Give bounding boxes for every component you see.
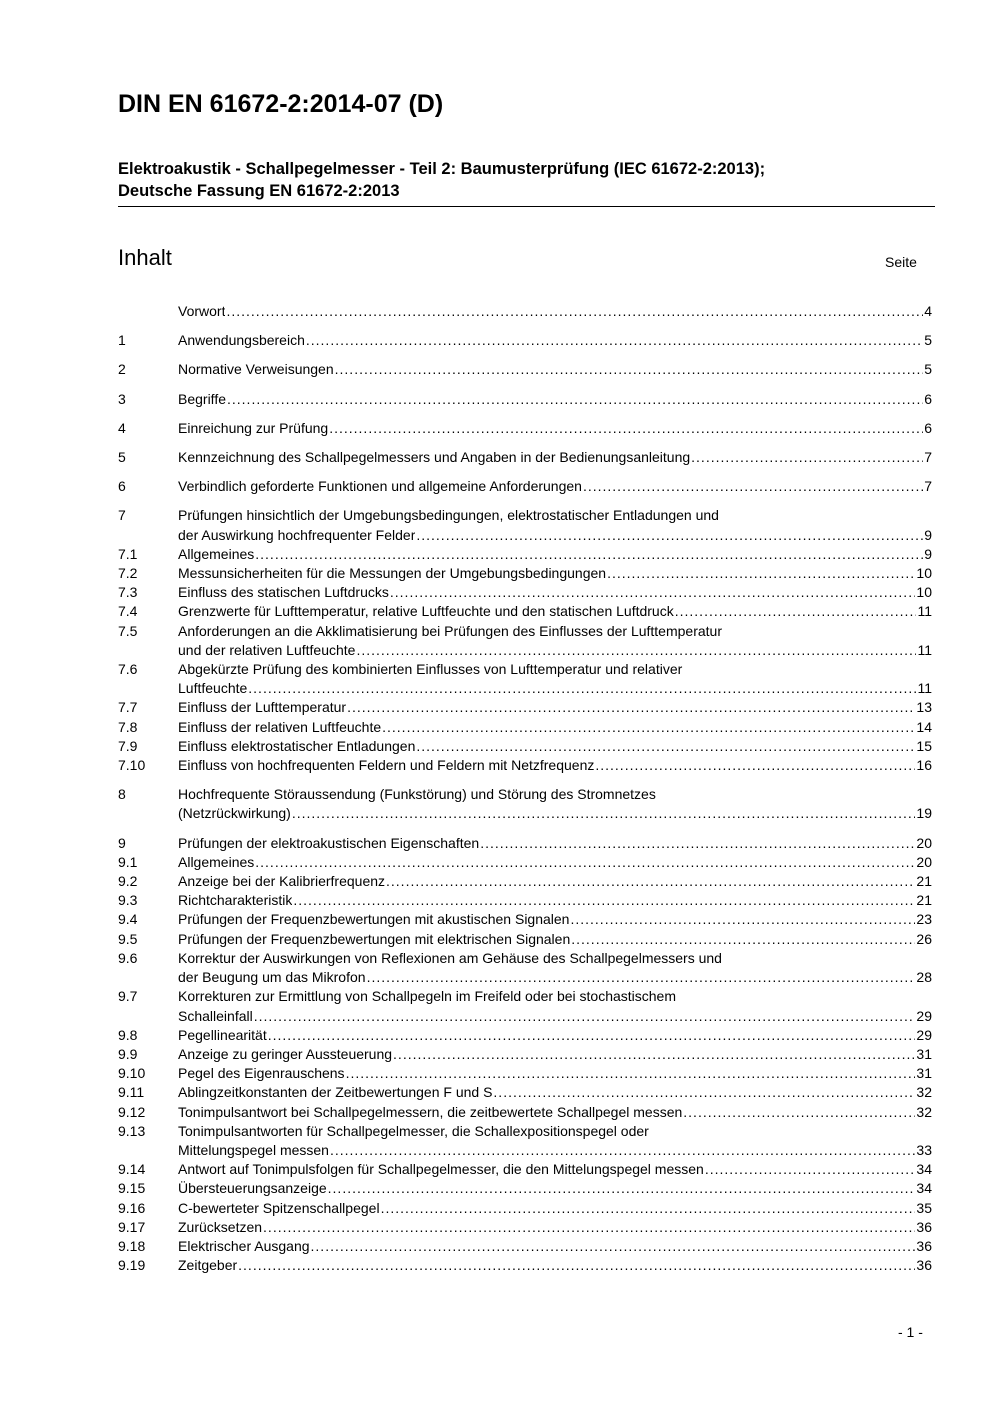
toc-entry[interactable] <box>118 302 932 321</box>
toc-dot-leader <box>248 679 916 698</box>
toc-entry-title: Elektrischer Ausgang <box>178 1237 310 1254</box>
toc-entry-title: Luftfeuchte <box>178 680 248 697</box>
toc-entry-line <box>178 390 932 409</box>
toc-entry-number: 1 <box>118 332 126 349</box>
toc-entry[interactable] <box>118 756 932 775</box>
toc-entry[interactable] <box>118 564 932 583</box>
toc-entry-number: 9.9 <box>118 1045 138 1062</box>
toc-entry-number: 9.2 <box>118 873 138 890</box>
toc-entry-page: 23 <box>916 911 932 928</box>
toc-entry[interactable] <box>118 1083 932 1102</box>
toc-entry-body <box>178 477 932 496</box>
toc-dot-leader <box>227 390 923 409</box>
toc-dot-leader <box>263 1218 915 1237</box>
toc-entry-body <box>178 360 932 379</box>
toc-entry-number: 7.4 <box>118 603 138 620</box>
toc-entry-title: Übersteuerungsanzeige <box>178 1180 327 1197</box>
toc-entry-line <box>178 1256 932 1275</box>
toc-dot-leader <box>238 1256 915 1275</box>
toc-dot-leader <box>306 331 923 350</box>
toc-dot-leader <box>595 756 915 775</box>
toc-entry[interactable] <box>118 1218 932 1237</box>
toc-entry-title-line: Korrektur der Auswirkungen von Reflexionen am Gehäuse des Schallpegelmessers und <box>178 949 722 966</box>
toc-heading: Inhalt <box>118 245 172 270</box>
toc-entry-body <box>178 583 932 602</box>
toc-entry-page: 4 <box>924 303 932 319</box>
toc-dot-leader <box>293 891 915 910</box>
toc-entry-page: 31 <box>916 1045 932 1062</box>
toc-entry-title-line: Anforderungen an die Akklimatisierung bei Prüfungen des Einflusses der Lufttemperatur <box>178 622 722 639</box>
toc-entry-page: 5 <box>924 361 932 378</box>
toc-entry-page: 10 <box>916 565 932 582</box>
toc-dot-leader <box>254 1007 916 1026</box>
toc-dot-leader <box>367 968 916 987</box>
document-subtitle <box>118 158 930 202</box>
toc-entry[interactable] <box>118 1064 932 1083</box>
toc-entry-line <box>178 737 932 756</box>
toc-entry-body <box>178 448 932 467</box>
toc-entry[interactable] <box>118 1160 932 1179</box>
toc-entry-body <box>178 872 932 891</box>
toc-entry-page: 36 <box>916 1218 932 1235</box>
toc-entry-line <box>178 930 932 949</box>
toc-entry-page: 34 <box>916 1161 932 1178</box>
toc-entry-number: 9.10 <box>118 1065 146 1082</box>
toc-entry-line <box>178 1179 932 1198</box>
toc-entry-page: 13 <box>916 699 932 716</box>
toc-entry-title: Prüfungen der Frequenzbewertungen mit elektrischen Signalen <box>178 930 571 947</box>
toc-entry-body <box>178 564 932 583</box>
toc-entry-number: 9.6 <box>118 949 138 966</box>
toc-entry-line <box>178 477 932 496</box>
toc-entry-body <box>178 1237 932 1256</box>
toc-entry-number: 9.11 <box>118 1084 145 1101</box>
toc-entry[interactable] <box>118 477 932 496</box>
toc-entry-title: Normative Verweisungen <box>178 361 334 378</box>
toc-entry-title-line: Abgekürzte Prüfung des kombinierten Einflusses von Lufttemperatur und relativer <box>178 661 683 678</box>
toc-dot-leader <box>226 302 923 321</box>
toc-entry-number: 9.14 <box>118 1161 146 1178</box>
toc-entry-title: Begriffe <box>178 390 226 407</box>
toc-entry-body <box>178 987 932 1025</box>
toc-entry-number: 9.1 <box>118 853 138 870</box>
toc-entry-title-line: Korrekturen zur Ermittlung von Schallpegeln im Freifeld oder bei stochastischem <box>178 988 677 1005</box>
toc-entry[interactable] <box>118 419 932 438</box>
toc-entry-title: Antwort auf Tonimpulsfolgen für Schallpegelmesser, die den Mittelungspegel messen <box>178 1161 704 1178</box>
toc-entry[interactable] <box>118 622 932 660</box>
toc-entry-title: Vorwort <box>178 303 226 319</box>
toc-dot-leader <box>607 564 915 583</box>
toc-dot-leader <box>330 1141 915 1160</box>
toc-entry-page: 7 <box>924 449 932 466</box>
toc-entry-title: Einfluss von hochfrequenten Feldern und Feldern mit Netzfrequenz <box>178 757 595 774</box>
toc-entry-title: Einfluss elektrostatischer Entladungen <box>178 737 416 754</box>
toc-entry[interactable] <box>118 1045 932 1064</box>
toc-dot-leader <box>255 853 915 872</box>
toc-entry-number: 9.12 <box>118 1103 146 1120</box>
toc-entry-page: 20 <box>916 834 932 851</box>
toc-entry-body <box>178 622 932 660</box>
toc-entry-title: Pegellinearität <box>178 1026 267 1043</box>
toc-entry-line <box>178 1103 932 1122</box>
toc-entry-page: 20 <box>916 853 932 870</box>
toc-entry-title: Anzeige zu geringer Aussteuerung <box>178 1045 393 1062</box>
toc-entry-body <box>178 1026 932 1045</box>
toc-entry-title: Allgemeines <box>178 545 255 562</box>
toc-entry-line <box>178 360 932 379</box>
toc-entry-line <box>178 419 932 438</box>
toc-entry-line <box>178 448 932 467</box>
toc-entry-body <box>178 1083 932 1102</box>
toc-entry-page: 21 <box>916 892 932 909</box>
toc-entry-title: Zurücksetzen <box>178 1218 263 1235</box>
toc-entry-body <box>178 506 932 544</box>
toc-dot-leader <box>393 1045 915 1064</box>
toc-entry-page: 7 <box>924 478 932 495</box>
toc-entry-line <box>178 1083 932 1102</box>
toc-entry-title: Messunsicherheiten für die Messungen der Umgebungsbedingungen <box>178 565 607 582</box>
toc-entry-line <box>178 718 932 737</box>
toc-entry-number: 7 <box>118 507 126 524</box>
toc-entry-body <box>178 1122 932 1160</box>
toc-entry-body <box>178 1103 932 1122</box>
toc-entry-number: 3 <box>118 390 126 407</box>
toc-dot-leader <box>691 448 923 467</box>
toc-entry-line <box>178 1199 932 1218</box>
toc-entry-line <box>178 331 932 350</box>
toc-entry-body <box>178 1064 932 1083</box>
toc-entry-line <box>178 853 932 872</box>
toc-entry-number: 7.10 <box>118 757 146 774</box>
toc-dot-leader <box>480 834 915 853</box>
toc-dot-leader <box>386 872 915 891</box>
toc-entry-title: und der relativen Luftfeuchte <box>178 641 356 658</box>
toc-entry-line <box>178 602 932 621</box>
toc-entry-title: (Netzrückwirkung) <box>178 805 291 822</box>
toc-entry-body <box>178 419 932 438</box>
toc-entry-number: 9.5 <box>118 930 138 947</box>
toc-entry-page: 10 <box>916 584 932 601</box>
subtitle-line-1: Elektroakustik - Schallpegelmesser - Teil 2: Baumusterprüfung (IEC 61672-2:2013); <box>118 160 766 178</box>
toc-entry-line <box>178 526 932 545</box>
toc-entry-body <box>178 1045 932 1064</box>
toc-entry[interactable] <box>118 891 932 910</box>
toc-entry-line <box>178 1045 932 1064</box>
toc-entry-page: 33 <box>916 1141 932 1158</box>
toc-entry-line <box>178 641 932 660</box>
toc-entry-number: 9 <box>118 834 126 851</box>
toc-dot-leader <box>416 737 915 756</box>
toc-entry-title: Einfluss des statischen Luftdrucks <box>178 584 389 601</box>
toc-dot-leader <box>381 1199 916 1218</box>
toc-entry-line <box>178 1064 932 1083</box>
toc-entry-number: 7.8 <box>118 718 138 735</box>
toc-entry-body <box>178 737 932 756</box>
toc-entry-body <box>178 660 932 698</box>
toc-entry-title: Zeitgeber <box>178 1257 238 1274</box>
document-title: DIN EN 61672-2:2014-07 (D) <box>118 90 444 118</box>
toc-entry-number: 9.16 <box>118 1199 146 1216</box>
toc-entry-title: Einreichung zur Prüfung <box>178 419 329 436</box>
toc-dot-leader <box>268 1026 916 1045</box>
toc-entry-number: 7.2 <box>118 565 138 582</box>
toc-entry[interactable] <box>118 853 932 872</box>
toc-entry-line <box>178 679 932 698</box>
toc-entry-body <box>178 302 932 321</box>
toc-entry-number: 6 <box>118 478 126 495</box>
toc-dot-leader <box>329 419 923 438</box>
toc-entry[interactable] <box>118 1256 932 1275</box>
page-number: - 1 - <box>898 1324 923 1340</box>
toc-entry-body <box>178 602 932 621</box>
toc-entry-number: 2 <box>118 361 126 378</box>
toc-dot-leader <box>493 1083 915 1102</box>
toc-dot-leader <box>416 526 923 545</box>
toc-entry-title: Schalleinfall <box>178 1007 253 1024</box>
toc-entry-line <box>178 545 932 564</box>
toc-entry-page: 11 <box>917 603 932 620</box>
toc-entry[interactable] <box>118 360 932 379</box>
toc-entry-title: Kennzeichnung des Schallpegelmessers und Angaben in der Bedienungsanleitung <box>178 449 691 466</box>
toc-entry-title-line: Hochfrequente Störaussendung (Funkstörung) und Störung des Stromnetzes <box>178 786 656 803</box>
toc-dot-leader <box>683 1103 915 1122</box>
toc-entry[interactable] <box>118 1237 932 1256</box>
toc-entry-title-line: Prüfungen hinsichtlich der Umgebungsbedingungen, elektrostatischer Entladungen und <box>178 507 719 524</box>
toc-entry[interactable] <box>118 910 932 929</box>
toc-entry-page: 6 <box>924 419 932 436</box>
toc-entry-page: 11 <box>917 680 932 697</box>
toc-entry-title: Prüfungen der elektroakustischen Eigenschaften <box>178 834 480 851</box>
toc-entry[interactable] <box>118 698 932 717</box>
toc-entry-line <box>178 698 932 717</box>
toc-entry-line <box>178 968 932 987</box>
toc-entry-line <box>178 804 932 823</box>
toc-entry-number: 8 <box>118 786 126 803</box>
toc-entry-body <box>178 785 932 823</box>
toc-entry-number: 7.3 <box>118 584 138 601</box>
toc-entry-page: 32 <box>916 1084 932 1101</box>
toc-entry-page: 6 <box>924 390 932 407</box>
toc-entry[interactable] <box>118 872 932 891</box>
toc-entry-title: Tonimpulsantwort bei Schallpegelmessern, die zeitbewertete Schallpegel messen <box>178 1103 683 1120</box>
toc-entry-line <box>178 910 932 929</box>
toc-entry-title: Anzeige bei der Kalibrierfrequenz <box>178 873 386 890</box>
toc-entry-title: Richtcharakteristik <box>178 892 293 909</box>
toc-entry-body <box>178 1256 932 1275</box>
toc-entry-page: 19 <box>916 805 932 822</box>
toc-entry[interactable] <box>118 930 932 949</box>
toc-entry[interactable] <box>118 583 932 602</box>
toc-page-column-label: Seite <box>885 254 917 270</box>
toc-entry-body <box>178 891 932 910</box>
toc-entry-title: Ablingzeitkonstanten der Zeitbewertungen F und S <box>178 1084 493 1101</box>
toc-entry-title: Prüfungen der Frequenzbewertungen mit akustischen Signalen <box>178 911 570 928</box>
toc-entry-number: 9.7 <box>118 988 138 1005</box>
toc-entry-page: 16 <box>916 757 932 774</box>
toc-entry-line <box>178 872 932 891</box>
toc-entry-body <box>178 1199 932 1218</box>
toc-entry[interactable] <box>118 949 932 987</box>
toc-entry-title: Anwendungsbereich <box>178 332 305 349</box>
toc-entry-line <box>178 1026 932 1045</box>
toc-entry-number: 7.1 <box>118 545 138 562</box>
toc-entry-page: 21 <box>916 873 932 890</box>
toc-entry-body <box>178 545 932 564</box>
toc-entry-body <box>178 834 932 853</box>
toc-entry-title: Verbindlich geforderte Funktionen und allgemeine Anforderungen <box>178 478 582 495</box>
toc-entry-title: der Auswirkung hochfrequenter Felder <box>178 526 416 543</box>
toc-dot-leader <box>311 1237 916 1256</box>
toc-entry-title: C-bewerteter Spitzenschallpegel <box>178 1199 380 1216</box>
toc-entry-line <box>178 1141 932 1160</box>
toc-entry-number: 9.8 <box>118 1026 138 1043</box>
toc-entry-title: Allgemeines <box>178 853 255 870</box>
toc-entry[interactable] <box>118 331 932 350</box>
toc-entry-page: 34 <box>916 1180 932 1197</box>
toc-entry-line <box>178 564 932 583</box>
toc-entry-body <box>178 390 932 409</box>
toc-entry-number: 5 <box>118 449 126 466</box>
toc-entry-body <box>178 930 932 949</box>
toc-entry-page: 14 <box>916 718 932 735</box>
toc-dot-leader <box>328 1179 916 1198</box>
toc-entry-title-line: Tonimpulsantworten für Schallpegelmesser, die Schallexpositionspegel oder <box>178 1122 649 1139</box>
toc-entry[interactable] <box>118 1122 932 1160</box>
toc-entry-title: der Beugung um das Mikrofon <box>178 969 366 986</box>
toc-dot-leader <box>356 641 916 660</box>
toc-entry-number: 7.5 <box>118 622 138 639</box>
toc-entry-title: Einfluss der Lufttemperatur <box>178 699 347 716</box>
toc-entry[interactable] <box>118 660 932 698</box>
toc-entry[interactable] <box>118 448 932 467</box>
toc-entry-body <box>178 853 932 872</box>
toc-dot-leader <box>346 1064 916 1083</box>
toc-entry-line <box>178 834 932 853</box>
toc-entry-title: Grenzwerte für Lufttemperatur, relative Luftfeuchte und den statischen Luftdruck <box>178 603 674 620</box>
toc-entry[interactable] <box>118 834 932 853</box>
toc-entry-body <box>178 910 932 929</box>
toc-entry-number: 9.4 <box>118 911 138 928</box>
toc-entry-page: 32 <box>916 1103 932 1120</box>
toc-entry-title: Pegel des Eigenrauschens <box>178 1065 345 1082</box>
toc-entry-number: 9.13 <box>118 1122 146 1139</box>
toc-entry-body <box>178 1160 932 1179</box>
toc-entry-number: 7.7 <box>118 699 138 716</box>
toc-entry-line <box>178 583 932 602</box>
toc-entry-page: 36 <box>916 1257 932 1274</box>
toc-dot-leader <box>255 545 923 564</box>
toc-entry-page: 15 <box>916 737 932 754</box>
toc-entry-line <box>178 1218 932 1237</box>
toc-entry-line <box>178 891 932 910</box>
toc-entry-line <box>178 302 932 321</box>
toc-entry-page: 29 <box>916 1007 932 1024</box>
toc-entry-number: 9.19 <box>118 1257 146 1274</box>
toc-dot-leader <box>382 718 915 737</box>
toc-entry-page: 28 <box>916 969 932 986</box>
toc-dot-leader <box>335 360 924 379</box>
table-of-contents <box>118 302 932 1275</box>
toc-entry-number: 9.3 <box>118 892 138 909</box>
toc-dot-leader <box>292 804 916 823</box>
toc-entry-page: 5 <box>924 332 932 349</box>
toc-entry-title: Mittelungspegel messen <box>178 1141 329 1158</box>
toc-entry-number: 9.17 <box>118 1218 146 1235</box>
toc-entry-number: 9.18 <box>118 1237 146 1254</box>
toc-entry[interactable] <box>118 1103 932 1122</box>
toc-entry[interactable] <box>118 602 932 621</box>
toc-entry[interactable] <box>118 737 932 756</box>
toc-entry-number: 7.9 <box>118 737 138 754</box>
toc-entry-body <box>178 331 932 350</box>
toc-entry-body <box>178 1179 932 1198</box>
toc-dot-leader <box>347 698 915 717</box>
toc-entry[interactable] <box>118 390 932 409</box>
toc-entry-number: 7.6 <box>118 661 138 678</box>
toc-entry-number: 9.15 <box>118 1180 146 1197</box>
toc-dot-leader <box>571 930 915 949</box>
toc-entry-page: 9 <box>924 526 932 543</box>
toc-dot-leader <box>390 583 916 602</box>
toc-entry-page: 29 <box>916 1026 932 1043</box>
toc-dot-leader <box>570 910 915 929</box>
toc-entry[interactable] <box>118 1026 932 1045</box>
toc-entry[interactable] <box>118 1199 932 1218</box>
toc-entry-body <box>178 756 932 775</box>
toc-entry-body <box>178 1218 932 1237</box>
toc-dot-leader <box>675 602 917 621</box>
toc-entry-page: 11 <box>917 641 932 658</box>
toc-entry[interactable] <box>118 506 932 544</box>
toc-entry-page: 26 <box>916 930 932 947</box>
toc-entry-page: 36 <box>916 1237 932 1254</box>
toc-entry[interactable] <box>118 987 932 1025</box>
toc-entry-page: 9 <box>924 545 932 562</box>
title-divider <box>118 206 935 207</box>
toc-entry[interactable] <box>118 785 932 823</box>
toc-entry-title: Einfluss der relativen Luftfeuchte <box>178 718 382 735</box>
toc-entry-line <box>178 1007 932 1026</box>
toc-entry[interactable] <box>118 545 932 564</box>
toc-entry-line <box>178 1160 932 1179</box>
toc-dot-leader <box>705 1160 916 1179</box>
toc-entry-line <box>178 1237 932 1256</box>
toc-entry-page: 35 <box>916 1199 932 1216</box>
subtitle-line-2: Deutsche Fassung EN 61672-2:2013 <box>118 182 400 200</box>
toc-entry-body <box>178 698 932 717</box>
toc-entry-body <box>178 718 932 737</box>
toc-entry-line <box>178 756 932 775</box>
toc-dot-leader <box>583 477 923 496</box>
toc-entry-page: 31 <box>916 1065 932 1082</box>
toc-entry-number: 4 <box>118 419 126 436</box>
toc-entry[interactable] <box>118 1179 932 1198</box>
toc-entry-body <box>178 949 932 987</box>
toc-entry[interactable] <box>118 718 932 737</box>
